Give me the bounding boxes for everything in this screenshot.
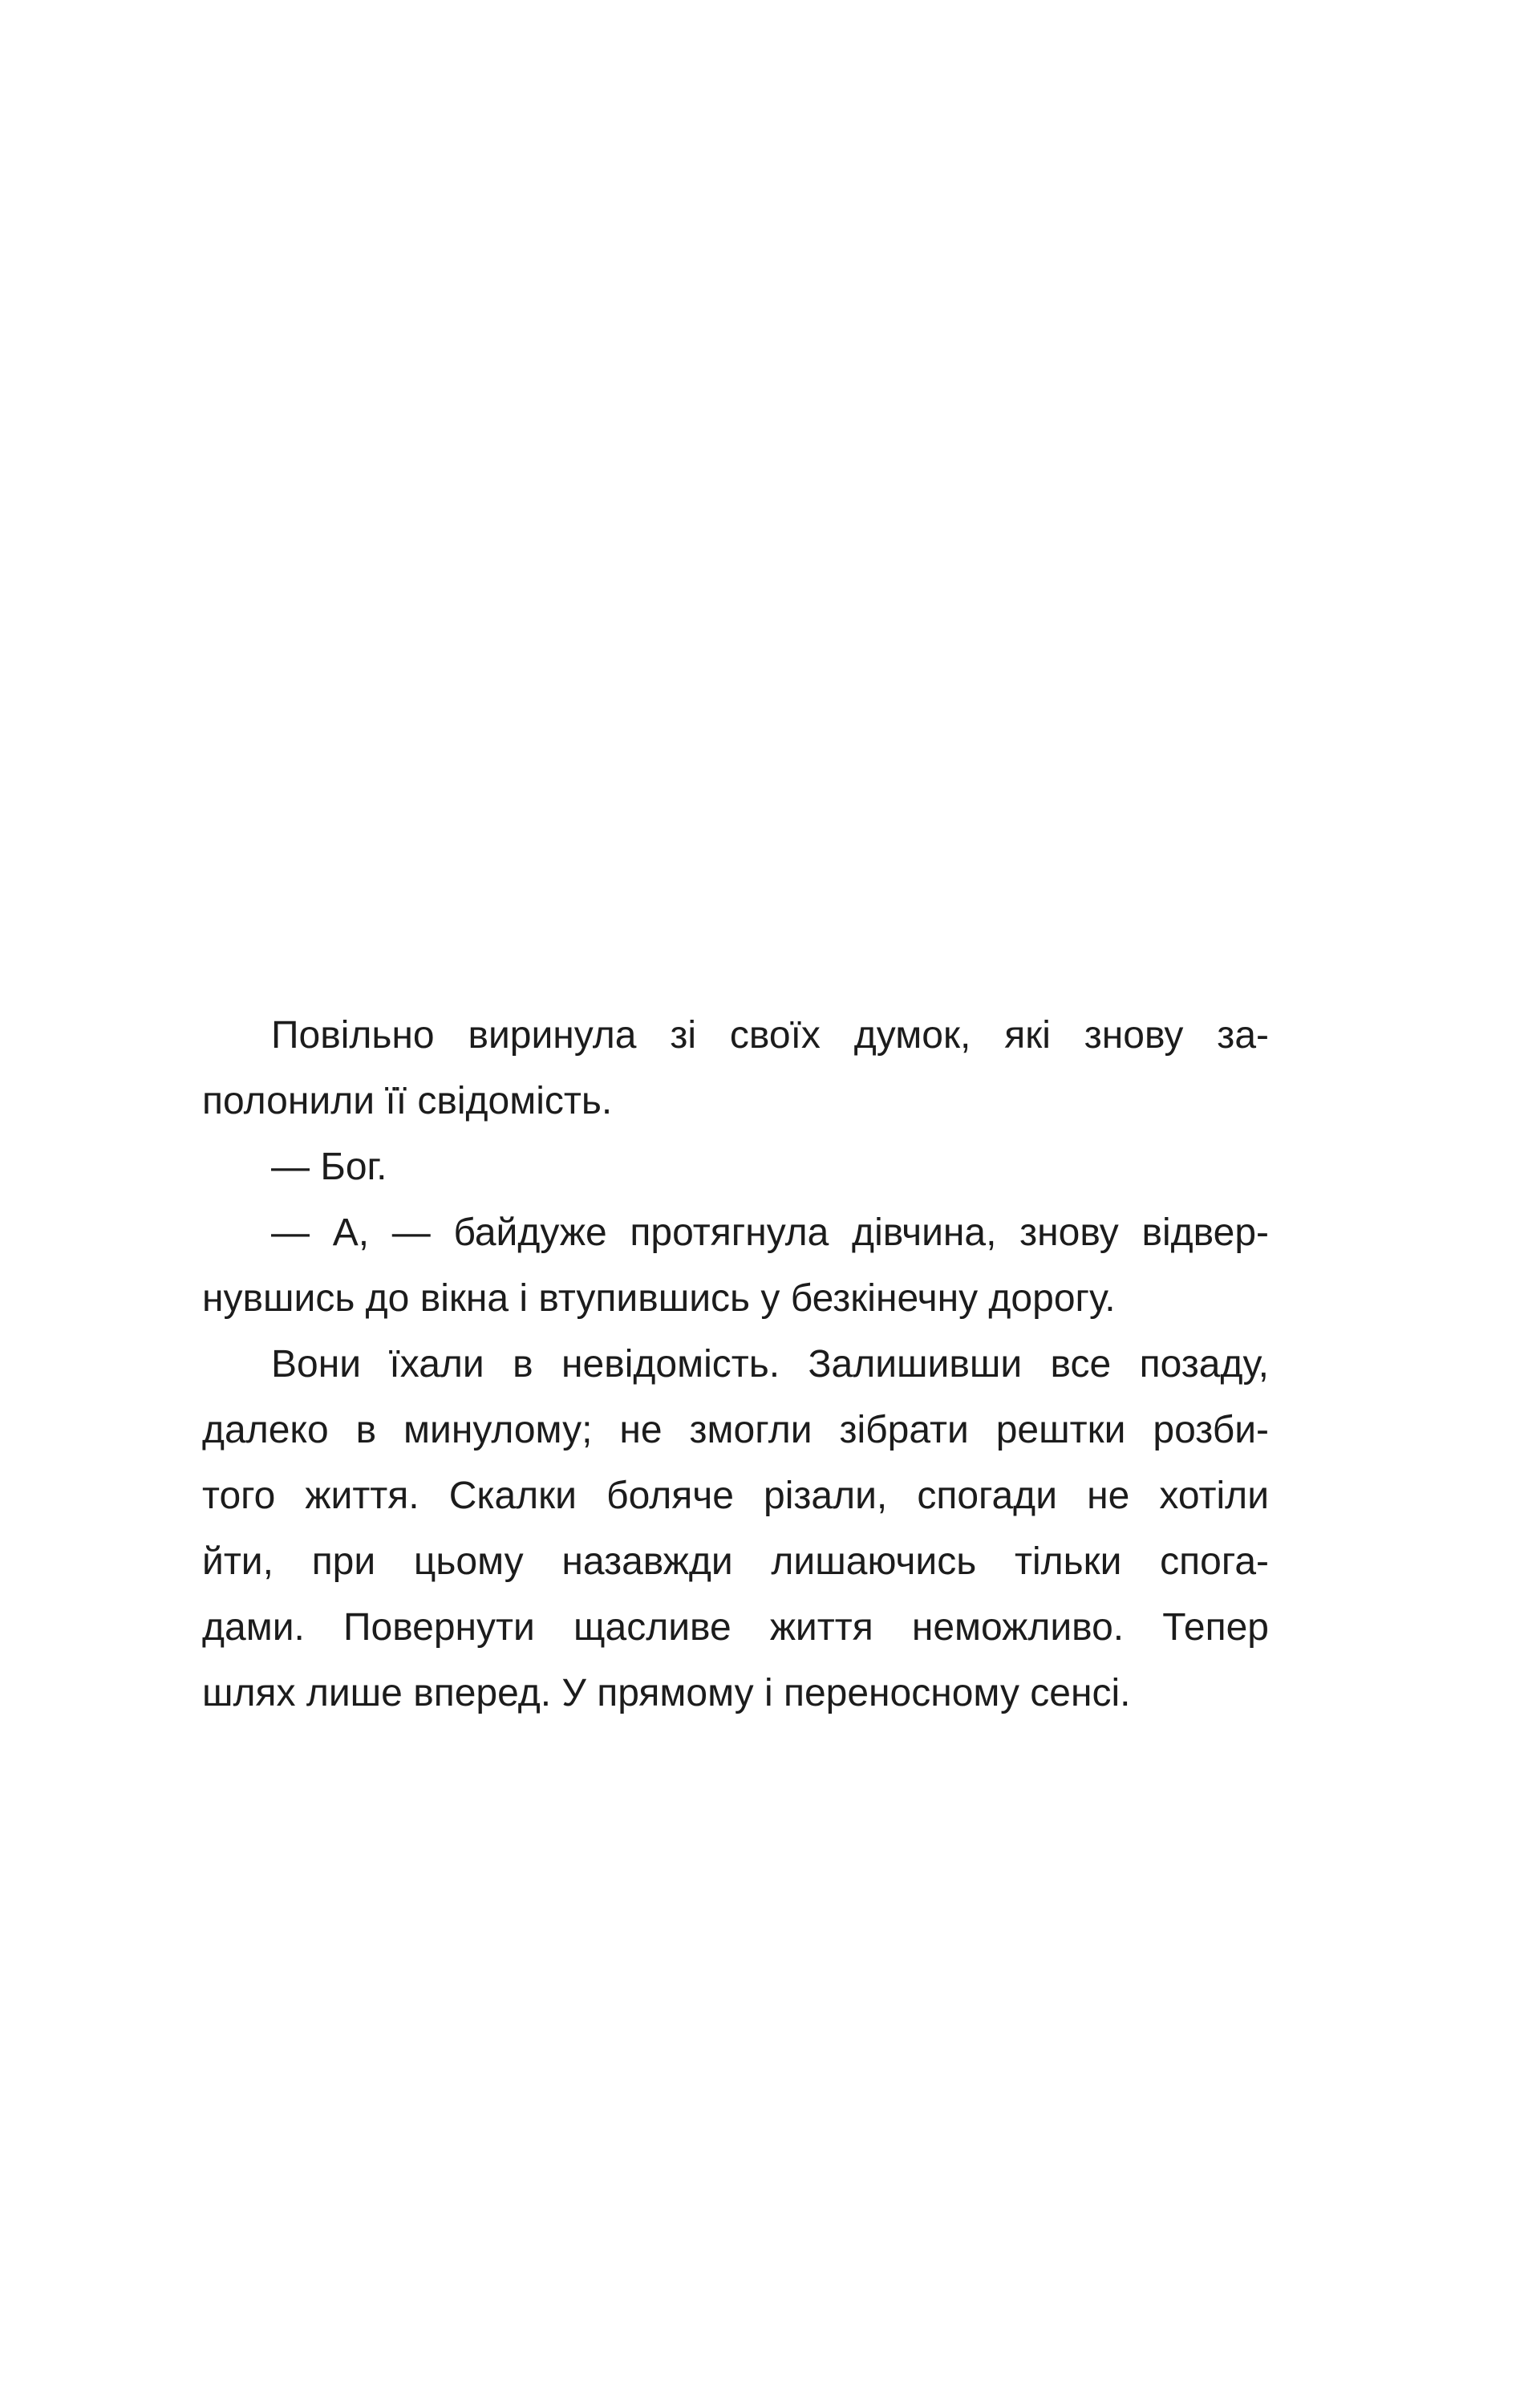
text-line: дами. Повернути щасливе життя неможливо. Тепер xyxy=(202,1606,1269,1649)
text-line: полонили її свідомість. xyxy=(202,1080,613,1122)
text-line: того життя. Скалки боляче різали, спогади не хотіли xyxy=(202,1475,1269,1517)
text-line: нувшись до вікна і втупившись у безкінечну дорогу. xyxy=(202,1277,1116,1320)
text-line: — Бог. xyxy=(271,1146,387,1188)
text-line: далеко в минулому; не змогли зібрати рештки розби- xyxy=(202,1409,1269,1451)
text-line: Повільно виринула зі своїх думок, які знову за- xyxy=(271,1014,1269,1057)
text-line: йти, при цьому назавжди лишаючись тільки спога- xyxy=(202,1540,1269,1583)
text-line: Вони їхали в невідомість. Залишивши все позаду, xyxy=(271,1343,1269,1386)
text-line: — А, — байдуже протягнула дівчина, знову відвер- xyxy=(271,1211,1269,1254)
text-line: шлях лише вперед. У прямому і переносному сенсі. xyxy=(202,1672,1131,1714)
body-text xyxy=(202,1003,1269,1726)
